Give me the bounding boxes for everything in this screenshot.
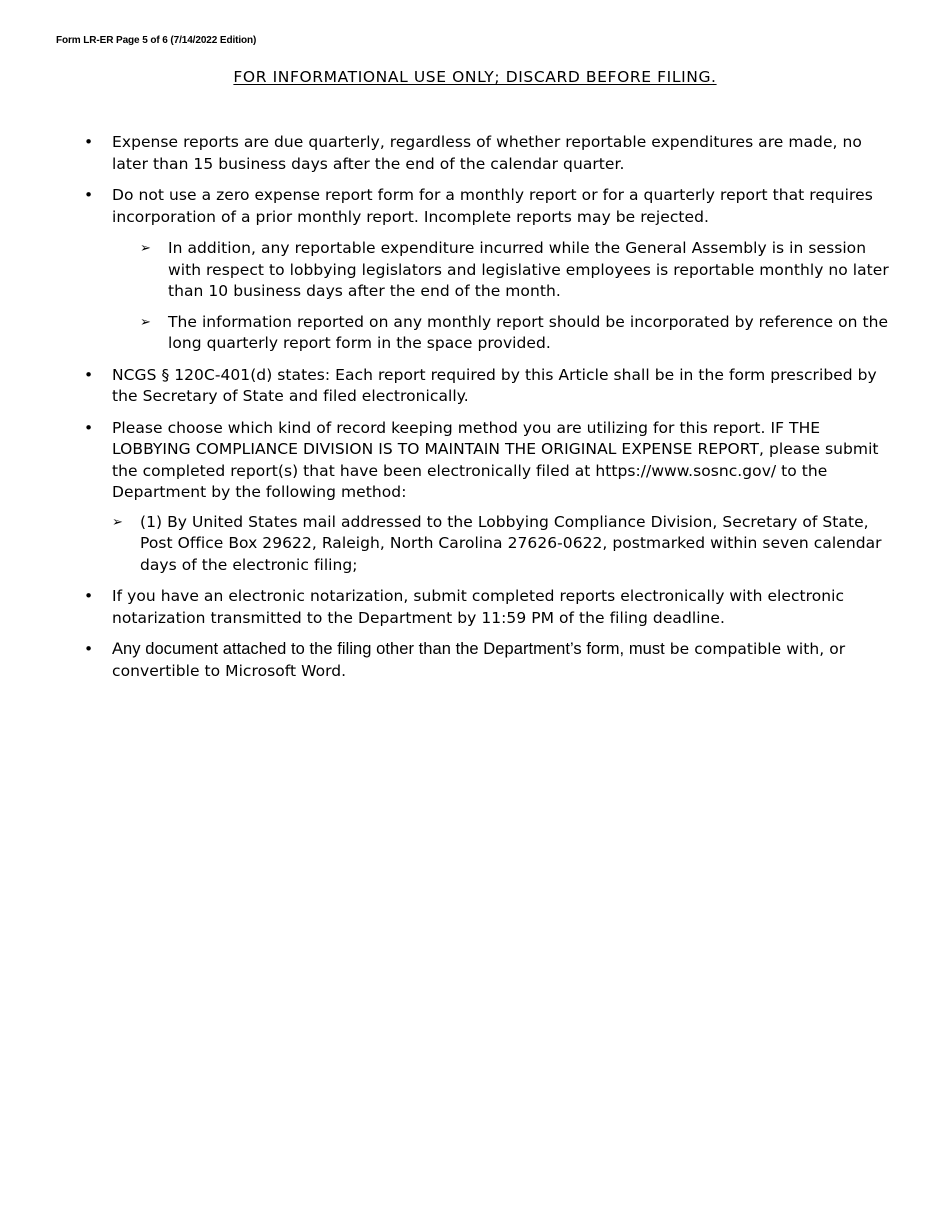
list-item-text: Please choose which kind of record keeping method you are utilizing for this report. IF THE LOBBYING COMPLIANCE DIVISION IS TO MAINTAIN THE ORIGINAL EXPENSE REPORT, please submit the completed report(s) that have been electronically filed at https://www.sosnc.gov/ to the Department by the following method: <box>112 418 879 501</box>
sub-list-item-text: In addition, any reportable expenditure incurred while the General Assembly is in session with respect to lobbying legislators and legislative employees is reportable monthly no later than 10 business days after the end of the month. <box>168 239 889 300</box>
sub-list-item <box>84 238 894 303</box>
bullet-icon: • <box>84 640 94 658</box>
instructions-list <box>84 132 894 692</box>
list-item-text-part: be compatible with, or convertible to Microsoft Word. <box>112 640 846 680</box>
arrow-bullet-icon: ➢ <box>140 314 151 330</box>
list-item-text <box>112 639 894 682</box>
list-item <box>84 639 894 682</box>
list-item-text-part: Any document attached to the filing other than the Department’s form, must <box>112 640 665 658</box>
sub-list-item <box>84 512 894 577</box>
form-identifier: Form LR-ER Page 5 of 6 (7/14/2022 Edition) <box>56 35 257 46</box>
list-item <box>84 586 894 629</box>
informational-notice <box>0 68 950 86</box>
list-item <box>84 418 894 504</box>
bullet-icon: • <box>84 587 94 605</box>
bullet-icon: • <box>84 186 94 204</box>
list-item-text: Expense reports are due quarterly, regardless of whether reportable expenditures are made, no later than 15 business days after the end of the calendar quarter. <box>112 133 862 173</box>
list-item <box>84 365 894 408</box>
list-item-text: If you have an electronic notarization, submit completed reports electronically with electronic notarization transmitted to the Department by 11:59 PM of the filing deadline. <box>112 587 845 627</box>
list-item <box>84 132 894 175</box>
bullet-icon: • <box>84 133 94 151</box>
arrow-bullet-icon: ➢ <box>112 514 123 530</box>
list-item-text: Do not use a zero expense report form for a monthly report or for a quarterly report that requires incorporation of a prior monthly report. Incomplete reports may be rejected. <box>112 186 873 226</box>
notice-text: FOR INFORMATIONAL USE ONLY; DISCARD BEFORE FILING. <box>233 68 717 86</box>
sub-list-item-text: (1) By United States mail addressed to the Lobbying Compliance Division, Secretary of State, Post Office Box 29622, Raleigh, North Carolina 27626-0622, postmarked within seven calendar days of the electronic filing; <box>140 512 882 574</box>
list-item-text: NCGS § 120C-401(d) states: Each report required by this Article shall be in the form prescribed by the Secretary of State and filed electronically. <box>112 365 877 405</box>
arrow-bullet-icon: ➢ <box>140 241 151 256</box>
sub-list-item <box>84 312 894 355</box>
list-item <box>84 185 894 228</box>
bullet-icon: • <box>84 418 94 437</box>
bullet-icon: • <box>84 365 94 384</box>
sub-list-item-text: The information reported on any monthly report should be incorporated by reference on the long quarterly report form in the space provided. <box>168 312 889 352</box>
